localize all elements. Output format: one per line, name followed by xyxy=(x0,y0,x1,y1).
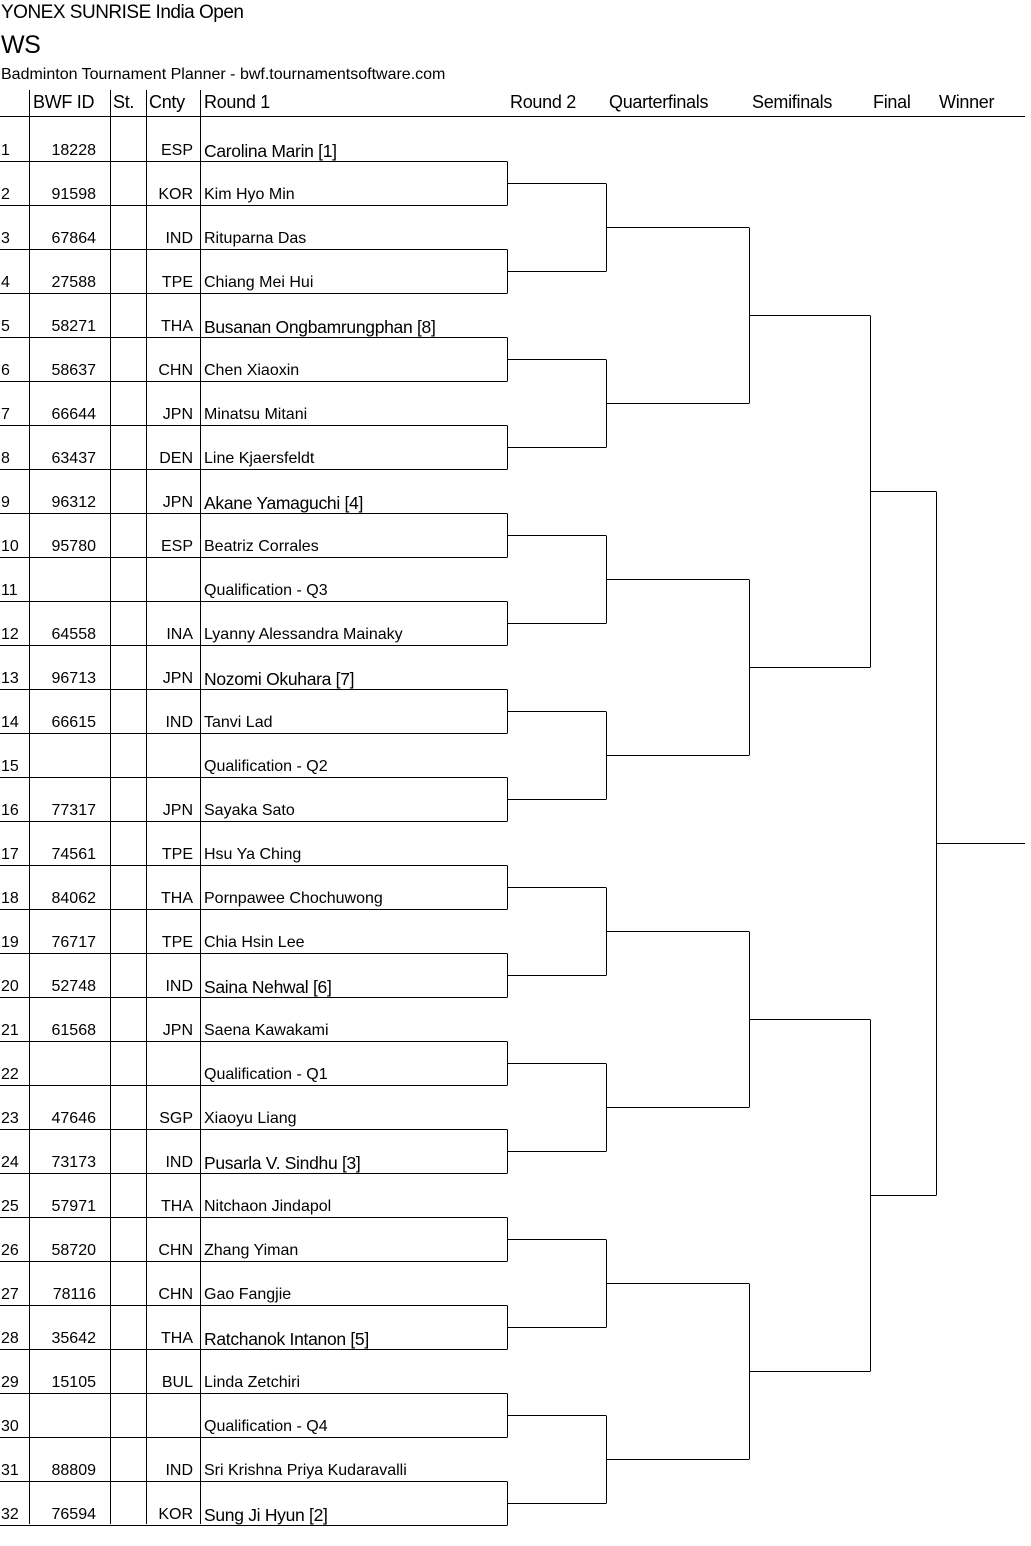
bwf-id: 58720 xyxy=(51,1242,96,1259)
player-name: Saina Nehwal [6] xyxy=(204,977,332,997)
player-name: Sri Krishna Priya Kudaravalli xyxy=(204,1462,407,1479)
bwf-id: 67864 xyxy=(51,230,96,247)
player-name: Nozomi Okuhara [7] xyxy=(204,669,355,689)
event-name: WS xyxy=(1,31,41,59)
draw-position: 22 xyxy=(1,1066,19,1083)
country-code: IND xyxy=(165,714,193,731)
bwf-id: 18228 xyxy=(51,142,96,159)
country-code: BUL xyxy=(161,1374,193,1391)
player-name: Beatriz Corrales xyxy=(204,538,319,555)
bwf-id: 95780 xyxy=(51,538,96,555)
player-name: Akane Yamaguchi [4] xyxy=(204,493,364,513)
header-round-2: Round 2 xyxy=(510,92,576,112)
player-name: Hsu Ya Ching xyxy=(204,846,302,863)
bwf-id: 66615 xyxy=(51,714,96,731)
country-code: IND xyxy=(165,1462,193,1479)
bwf-id: 15105 xyxy=(51,1374,96,1391)
draw-position: 4 xyxy=(1,274,10,291)
draw-position: 20 xyxy=(1,978,19,995)
player-name: Chia Hsin Lee xyxy=(204,934,305,951)
player-name: Chen Xiaoxin xyxy=(204,362,300,379)
draw-position: 6 xyxy=(1,362,10,379)
draw-position: 8 xyxy=(1,450,10,467)
draw-position: 7 xyxy=(1,406,10,423)
header-country: Cnty xyxy=(149,92,185,112)
bwf-id: 66644 xyxy=(51,406,96,423)
country-code: KOR xyxy=(158,1506,193,1523)
header-winner: Winner xyxy=(939,92,995,112)
bwf-id: 63437 xyxy=(51,450,96,467)
country-code: CHN xyxy=(158,1286,193,1303)
country-code: THA xyxy=(161,318,193,335)
player-name: Qualification - Q4 xyxy=(204,1418,328,1435)
draw-position: 31 xyxy=(1,1462,19,1479)
bwf-id: 35642 xyxy=(51,1330,96,1347)
draw-position: 11 xyxy=(1,582,18,599)
draw-position: 1 xyxy=(1,142,10,159)
player-name: Nitchaon Jindapol xyxy=(204,1198,332,1215)
draw-position: 17 xyxy=(1,846,19,863)
country-code: CHN xyxy=(158,1242,193,1259)
country-code: CHN xyxy=(158,362,193,379)
draw-position: 30 xyxy=(1,1418,19,1435)
player-name: Kim Hyo Min xyxy=(204,186,295,203)
country-code: IND xyxy=(165,978,193,995)
draw-position: 5 xyxy=(1,318,10,335)
header-bwf-id: BWF ID xyxy=(33,92,95,112)
draw-position: 28 xyxy=(1,1330,19,1347)
bwf-id: 61568 xyxy=(51,1022,96,1039)
header-semifinals: Semifinals xyxy=(752,92,833,112)
player-name: Gao Fangjie xyxy=(204,1286,292,1303)
draw-position: 23 xyxy=(1,1110,19,1127)
draw-position: 10 xyxy=(1,538,19,555)
player-name: Zhang Yiman xyxy=(204,1242,299,1259)
bwf-id: 96312 xyxy=(51,494,96,511)
draw-position: 13 xyxy=(1,670,19,687)
draw-position: 18 xyxy=(1,890,19,907)
bwf-id: 57971 xyxy=(51,1198,96,1215)
country-code: IND xyxy=(165,1154,193,1171)
bwf-id: 74561 xyxy=(51,846,96,863)
player-name: Xiaoyu Liang xyxy=(204,1110,297,1127)
draw-position: 32 xyxy=(1,1506,19,1523)
bwf-id: 91598 xyxy=(51,186,96,203)
bwf-id: 88809 xyxy=(51,1462,96,1479)
country-code: JPN xyxy=(162,494,193,511)
player-name: Busanan Ongbamrungphan [8] xyxy=(204,317,436,337)
bwf-id: 64558 xyxy=(51,626,96,643)
bwf-id: 78116 xyxy=(52,1286,96,1303)
country-code: DEN xyxy=(159,450,193,467)
player-name: Tanvi Lad xyxy=(204,714,273,731)
header-final: Final xyxy=(873,92,911,112)
player-name: Ratchanok Intanon [5] xyxy=(204,1329,369,1349)
country-code: KOR xyxy=(158,186,193,203)
draw-position: 9 xyxy=(1,494,10,511)
bwf-id: 84062 xyxy=(51,890,96,907)
country-code: THA xyxy=(161,890,193,907)
draw-position: 19 xyxy=(1,934,19,951)
header-quarterfinals: Quarterfinals xyxy=(609,92,709,112)
header-round-1: Round 1 xyxy=(204,92,270,112)
draw-position: 16 xyxy=(1,802,19,819)
draw-position: 27 xyxy=(1,1286,19,1303)
player-name: Qualification - Q3 xyxy=(204,582,328,599)
planner-subtitle: Badminton Tournament Planner - bwf.tournamentsoftware.com xyxy=(1,66,446,83)
bwf-id: 58637 xyxy=(51,362,96,379)
player-name: Line Kjaersfeldt xyxy=(204,450,315,467)
draw-position: 21 xyxy=(1,1022,19,1039)
player-name: Lyanny Alessandra Mainaky xyxy=(204,626,403,643)
bwf-id: 76717 xyxy=(51,934,96,951)
bwf-id: 76594 xyxy=(51,1506,96,1523)
draw-position: 14 xyxy=(1,714,19,731)
draw-position: 12 xyxy=(1,626,19,643)
player-name: Minatsu Mitani xyxy=(204,406,308,423)
country-code: JPN xyxy=(162,1022,193,1039)
bwf-id: 96713 xyxy=(51,670,96,687)
player-name: Qualification - Q2 xyxy=(204,758,328,775)
country-code: IND xyxy=(165,230,193,247)
country-code: ESP xyxy=(160,538,193,555)
bwf-id: 52748 xyxy=(51,978,96,995)
player-name: Sung Ji Hyun [2] xyxy=(204,1505,328,1525)
draw-position: 29 xyxy=(1,1374,19,1391)
player-name: Sayaka Sato xyxy=(204,802,295,819)
player-name: Pornpawee Chochuwong xyxy=(204,890,383,907)
draw-position: 24 xyxy=(1,1154,19,1171)
bwf-id: 47646 xyxy=(51,1110,96,1127)
bwf-id: 27588 xyxy=(51,274,96,291)
tournament-title: YONEX SUNRISE India Open xyxy=(1,2,244,23)
country-code: INA xyxy=(166,626,193,643)
draw-position: 2 xyxy=(1,186,10,203)
country-code: ESP xyxy=(160,142,193,159)
player-name: Carolina Marin [1] xyxy=(204,141,337,161)
country-code: JPN xyxy=(162,406,193,423)
player-name: Qualification - Q1 xyxy=(204,1066,328,1083)
player-name: Linda Zetchiri xyxy=(204,1374,301,1391)
bwf-id: 77317 xyxy=(51,802,96,819)
draw-position: 3 xyxy=(1,230,10,247)
country-code: TPE xyxy=(161,934,193,951)
draw-position: 15 xyxy=(1,758,19,775)
bwf-id: 73173 xyxy=(51,1154,96,1171)
bwf-id: 58271 xyxy=(51,318,96,335)
country-code: TPE xyxy=(161,274,193,291)
player-name: Pusarla V. Sindhu [3] xyxy=(204,1153,361,1173)
header-status: St. xyxy=(113,92,135,112)
player-name: Chiang Mei Hui xyxy=(204,274,314,291)
draw-position: 26 xyxy=(1,1242,19,1259)
country-code: JPN xyxy=(162,802,193,819)
country-code: JPN xyxy=(162,670,193,687)
player-name: Rituparna Das xyxy=(204,230,307,247)
country-code: TPE xyxy=(161,846,193,863)
country-code: SGP xyxy=(159,1110,193,1127)
draw-position: 25 xyxy=(1,1198,19,1215)
player-name: Saena Kawakami xyxy=(204,1022,329,1039)
country-code: THA xyxy=(161,1330,193,1347)
country-code: THA xyxy=(161,1198,193,1215)
